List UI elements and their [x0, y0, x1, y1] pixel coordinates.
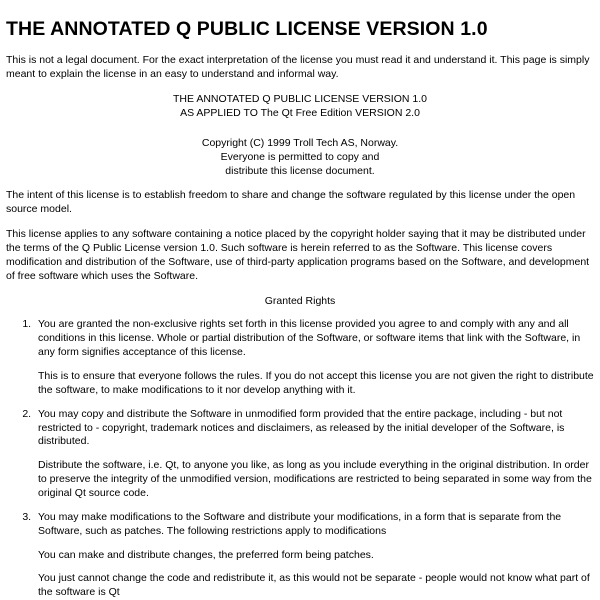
- list-item-paragraph: 1. You are granted the non-exclusive rights set forth in this license provided you agree to and comply with any and all conditions in this license. Whole or partial distribution of the Software, or software items that link with the Software, in any form signifies acceptance of this license.: [38, 318, 581, 359]
- list-item-paragraph: 2. You may copy and distribute the Software in unmodified form provided that the entire package, including - but not restricted to - copyright, trademark notices and disclaimers, as released by the initial developer of the Software, is distributed.: [38, 407, 565, 448]
- list-item-paragraph: You can make and distribute changes, the preferred form being patches.: [38, 548, 374, 561]
- page-title: THE ANNOTATED Q PUBLIC LICENSE VERSION 1.0: [6, 18, 488, 40]
- license-header-block: [6, 93, 594, 121]
- list-item-paragraph: 3. You may make modifications to the Software and distribute your modifications, in a form that is separate from the Software, such as patches. The following restrictions apply to modifications: [38, 510, 562, 537]
- list-item: [34, 511, 594, 600]
- copyright-line-1: Copyright (C) 1999 Troll Tech AS, Norway.: [201, 136, 399, 149]
- list-item: [34, 318, 594, 397]
- granted-rights-heading: Granted Rights: [264, 294, 336, 307]
- license-header-line-2: AS APPLIED TO The Qt Free Edition VERSION 2.0: [180, 107, 420, 119]
- list-item-paragraph: You just cannot change the code and redistribute it, as this would not be separate - people would not know what part of the software is Qt: [38, 572, 590, 599]
- granted-rights-list: [6, 318, 594, 600]
- intent-paragraph: The intent of this license is to establish freedom to share and change the software regulated by this license under the open source model.: [6, 189, 576, 216]
- license-header-line-1: THE ANNOTATED Q PUBLIC LICENSE VERSION 1.0: [172, 93, 427, 106]
- list-item-paragraph: Distribute the software, i.e. Qt, to anyone you like, as long as you include everything in the original distribution. In order to preserve the integrity of the unmodified version, modifications are restricted to being separated in some way from the original Qt source code.: [38, 459, 592, 500]
- copyright-line-2: Everyone is permitted to copy and: [220, 150, 380, 163]
- list-item: [34, 408, 594, 501]
- copyright-block: [6, 137, 594, 179]
- applies-paragraph: This license applies to any software containing a notice placed by the copyright holder saying that it may be distributed under the terms of the Q Public License version 1.0. Such software is herein referred to as the Software. This license covers modification and distribution of the Software, use of third-party application programs based on the Software, and development of free software which uses the Software.: [6, 228, 590, 282]
- copyright-line-3: distribute this license document.: [225, 164, 375, 177]
- intro-paragraph: This is not a legal document. For the exact interpretation of the license you must read it and understand it. This page is simply meant to explain the license in an easy to understand and informal way.: [6, 54, 590, 81]
- list-item-paragraph: This is to ensure that everyone follows the rules. If you do not accept this license you are not given the right to distribute the software, to make modifications to it nor develop anything with it.: [38, 370, 594, 396]
